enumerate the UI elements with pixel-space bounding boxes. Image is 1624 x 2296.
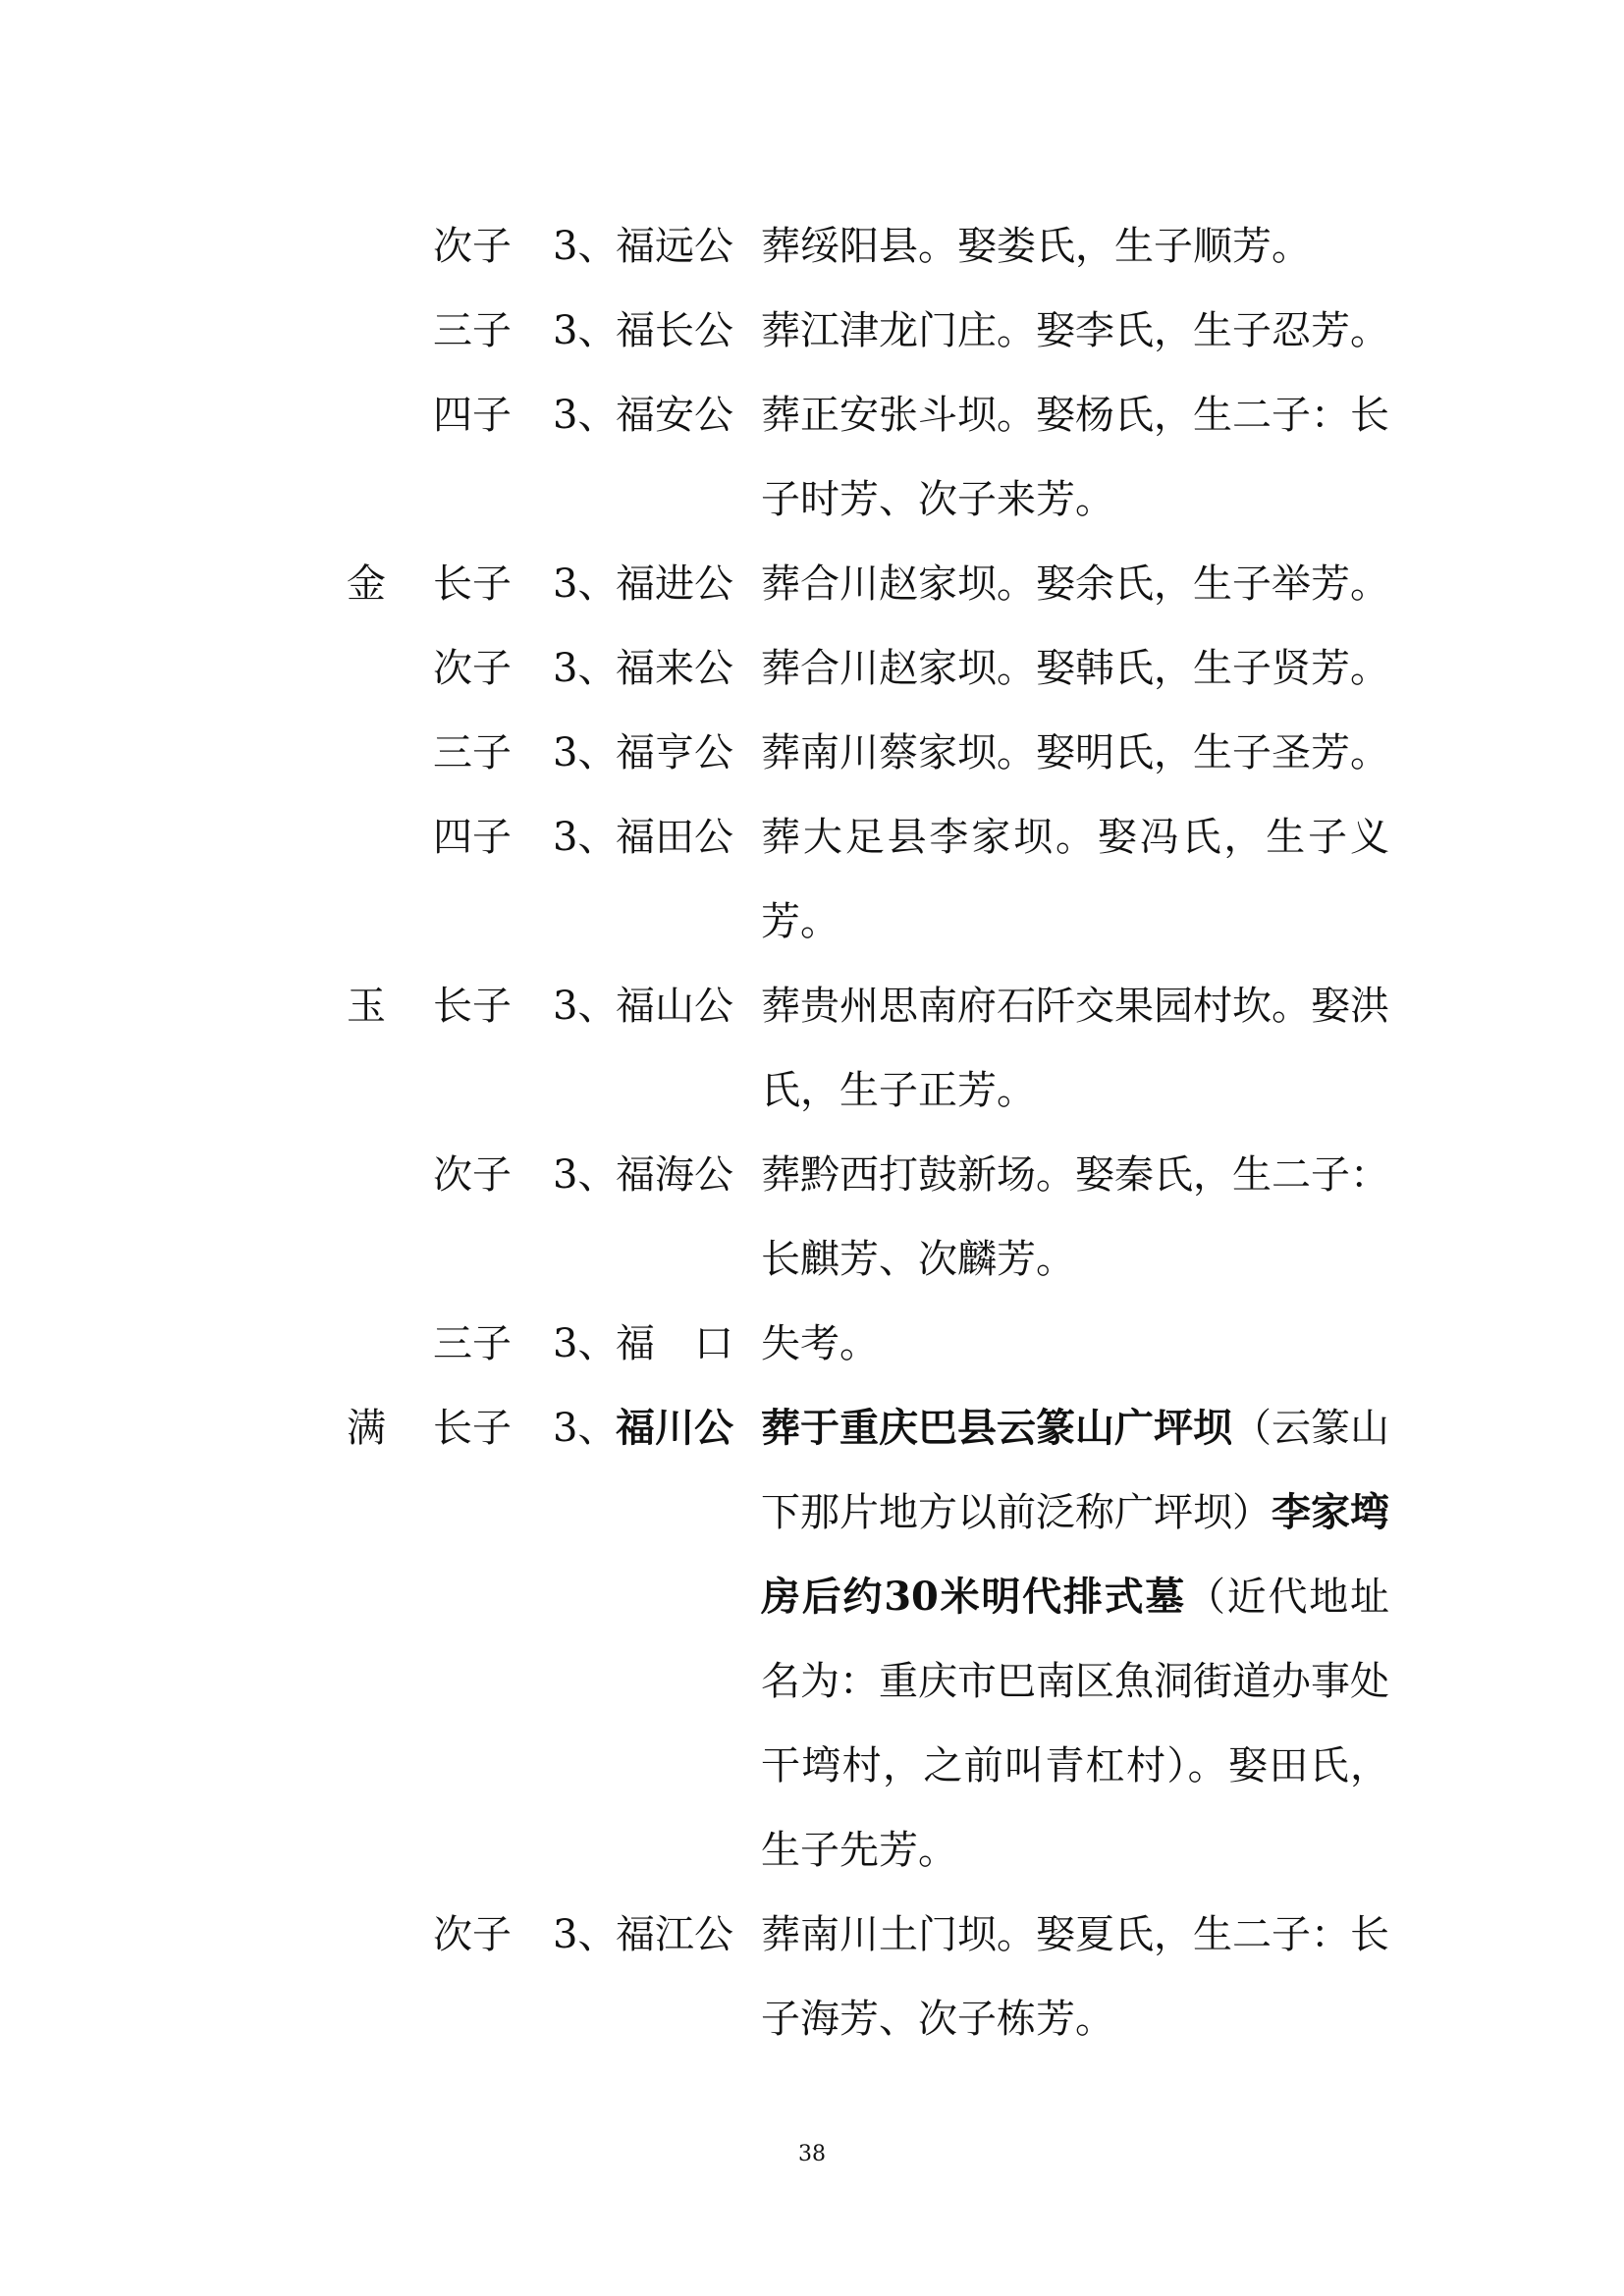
person-name [553, 626, 749, 711]
genealogy-entry [0, 373, 1624, 542]
description-segment: 葬合川赵家坝。娶余氏，生子举芳。 [761, 561, 1389, 607]
burial-marriage-description [761, 964, 1389, 1133]
genealogy-entry [0, 711, 1624, 795]
given-name: 福亨公 [616, 730, 733, 775]
person-name [553, 1386, 749, 1470]
given-name: 福安公 [616, 393, 733, 438]
page-number: 38 [798, 2142, 826, 2166]
generation-number: 3、 [553, 1912, 618, 1957]
burial-marriage-description [761, 626, 1389, 711]
generation-number: 3、 [553, 730, 618, 775]
genealogy-list [0, 204, 1624, 2061]
burial-marriage-description [761, 542, 1389, 626]
given-name: 福 口 [616, 1321, 733, 1366]
branch-label: 满 [347, 1406, 386, 1451]
generation-number: 3、 [553, 1406, 618, 1451]
son-rank: 长子 [433, 984, 512, 1029]
given-name: 福川公 [616, 1405, 733, 1451]
branch-label [347, 204, 406, 289]
description-bold-segment: 葬于重庆巴县云篆山广坪坝 [761, 1405, 1232, 1451]
generation-number: 3、 [553, 815, 618, 860]
person-name [553, 795, 749, 880]
son-rank: 四子 [433, 393, 512, 438]
description-bold-segment: 李家塆房后约30米明代排式墓 [761, 1489, 1389, 1620]
burial-marriage-description [761, 711, 1389, 795]
genealogy-entry [0, 1893, 1624, 2061]
son-rank: 四子 [433, 815, 512, 860]
generation-number: 3、 [553, 224, 618, 269]
description-segment: 葬大足县李家坝。娶冯氏，生子义芳。 [761, 815, 1389, 944]
generation-number: 3、 [553, 308, 618, 353]
generation-number: 3、 [553, 1321, 618, 1366]
given-name: 福海公 [616, 1152, 733, 1198]
description-segment: 葬贵州思南府石阡交果园村坎。娶洪氏，生子正芳。 [761, 984, 1389, 1113]
genealogy-entry [0, 1386, 1624, 1893]
branch-label [347, 373, 406, 457]
given-name: 福江公 [616, 1912, 733, 1957]
branch-label: 玉 [347, 984, 386, 1029]
description-segment: 葬合川赵家坝。娶韩氏，生子贤芳。 [761, 646, 1389, 691]
son-rank: 长子 [433, 561, 512, 607]
branch-label [347, 1133, 406, 1217]
person-name [553, 711, 749, 795]
person-name [553, 1893, 749, 1977]
son-rank: 次子 [433, 646, 512, 691]
genealogy-entry [0, 1302, 1624, 1386]
son-rank: 三子 [433, 730, 512, 775]
genealogy-entry [0, 289, 1624, 373]
person-name [553, 542, 749, 626]
person-name [553, 1302, 749, 1386]
description-segment: （云篆山下那片地方以前泛称广坪坝） [761, 1406, 1389, 1535]
generation-number: 3、 [553, 984, 618, 1029]
generation-number: 3、 [553, 393, 618, 438]
burial-marriage-description [761, 1386, 1389, 1893]
son-rank: 三子 [433, 308, 512, 353]
given-name: 福长公 [616, 308, 733, 353]
description-segment: 葬黔西打鼓新场。娶秦氏，生二子：长麒芳、次麟芳。 [761, 1152, 1389, 1282]
given-name: 福山公 [616, 984, 733, 1029]
genealogy-entry [0, 1133, 1624, 1302]
generation-number: 3、 [553, 1152, 618, 1198]
burial-marriage-description [761, 1893, 1389, 2061]
branch-label [347, 795, 406, 880]
son-rank: 长子 [433, 1406, 512, 1451]
genealogy-entry [0, 542, 1624, 626]
genealogy-entry [0, 626, 1624, 711]
description-segment: 葬南川蔡家坝。娶明氏，生子圣芳。 [761, 730, 1389, 775]
branch-label [347, 626, 406, 711]
generation-number: 3、 [553, 561, 618, 607]
description-segment: 失考。 [761, 1321, 879, 1366]
branch-label [347, 711, 406, 795]
description-segment: 葬正安张斗坝。娶杨氏，生二子：长子时芳、次子来芳。 [761, 393, 1389, 522]
branch-label [347, 1893, 406, 1977]
branch-label: 金 [347, 561, 386, 607]
given-name: 福远公 [616, 224, 733, 269]
branch-label [347, 289, 406, 373]
person-name [553, 1133, 749, 1217]
description-segment: 葬绥阳县。娶娄氏，生子顺芳。 [761, 224, 1311, 269]
genealogy-entry [0, 795, 1624, 964]
person-name [553, 373, 749, 457]
son-rank: 三子 [433, 1321, 512, 1366]
person-name [553, 204, 749, 289]
burial-marriage-description [761, 204, 1389, 289]
description-segment: （近代地址名为：重庆市巴南区魚洞街道办事处干塆村，之前叫青杠村）。娶田氏，生子先芳。 [761, 1575, 1389, 1873]
person-name [553, 964, 749, 1048]
description-segment: 葬南川土门坝。娶夏氏，生二子：长子海芳、次子栋芳。 [761, 1912, 1389, 2042]
genealogy-entry [0, 964, 1624, 1133]
burial-marriage-description [761, 289, 1389, 373]
branch-label [347, 1302, 406, 1386]
burial-marriage-description [761, 1133, 1389, 1302]
burial-marriage-description [761, 795, 1389, 964]
given-name: 福进公 [616, 561, 733, 607]
genealogy-entry [0, 204, 1624, 289]
son-rank: 次子 [433, 1152, 512, 1198]
son-rank: 次子 [433, 1912, 512, 1957]
generation-number: 3、 [553, 646, 618, 691]
person-name [553, 289, 749, 373]
given-name: 福田公 [616, 815, 733, 860]
burial-marriage-description [761, 373, 1389, 542]
description-segment: 葬江津龙门庄。娶李氏，生子忍芳。 [761, 308, 1389, 353]
son-rank: 次子 [433, 224, 512, 269]
given-name: 福来公 [616, 646, 733, 691]
burial-marriage-description [761, 1302, 1389, 1386]
